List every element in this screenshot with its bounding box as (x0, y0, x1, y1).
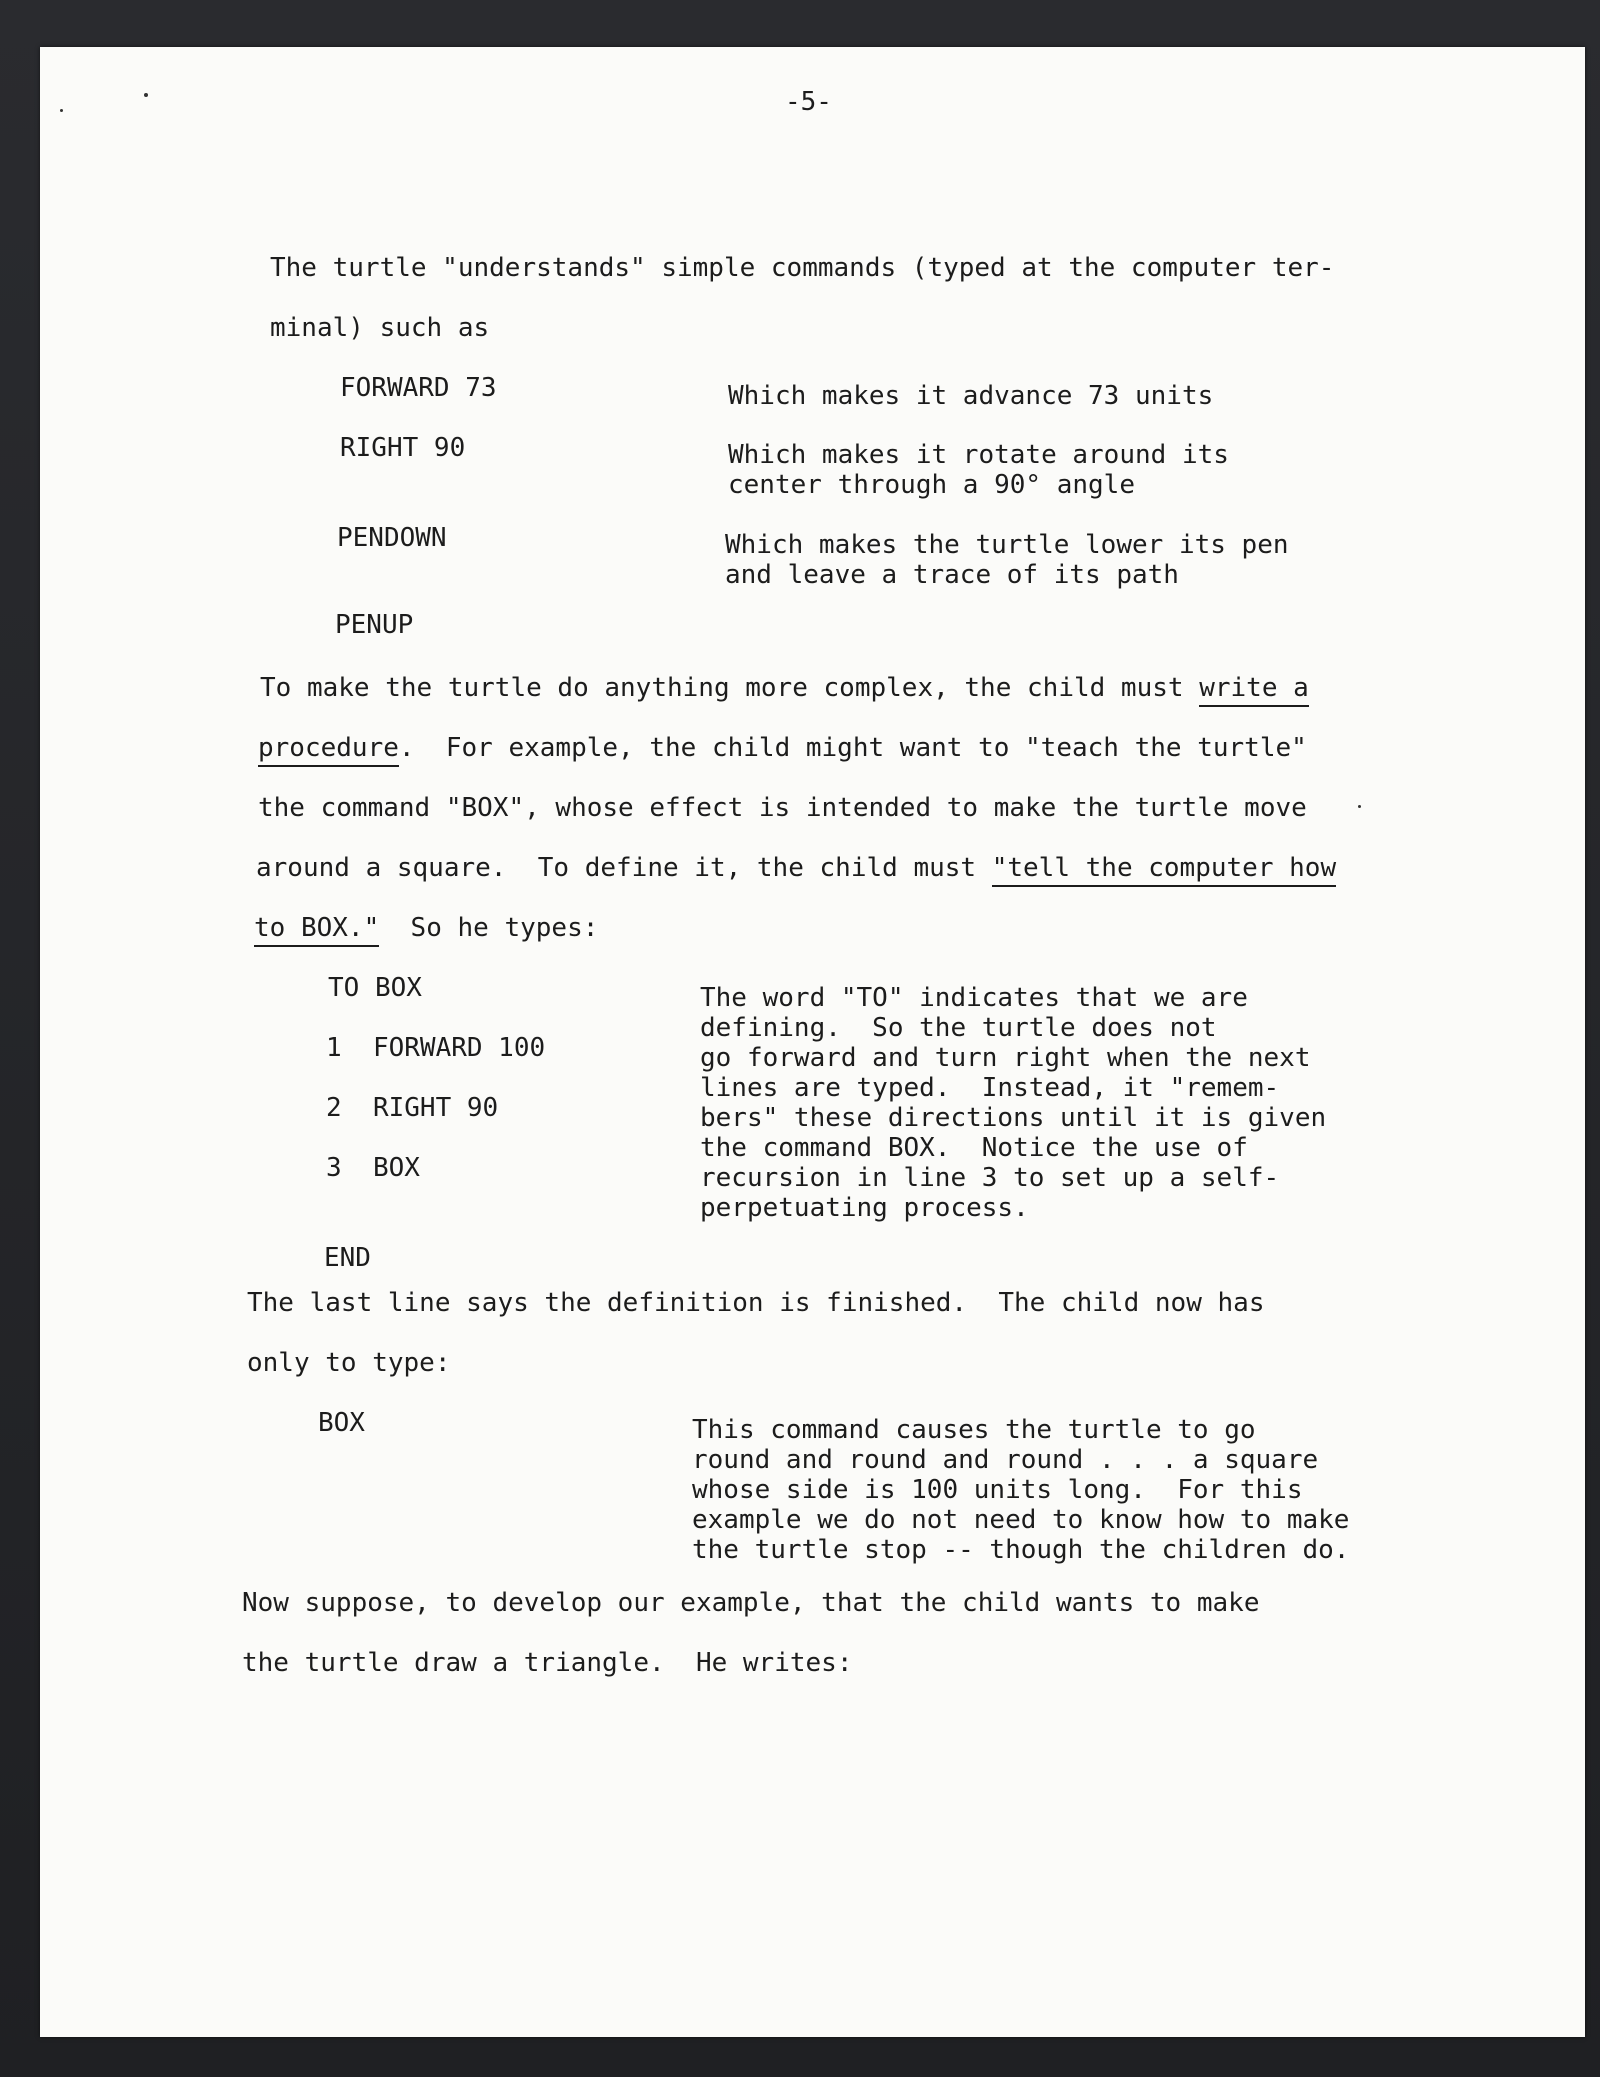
ink-speck (144, 93, 148, 97)
command-description: Which makes the turtle lower its pen and leave a trace of its path (725, 530, 1289, 590)
procedure-line: 3 BOX (326, 1153, 420, 1183)
paragraph-line: Now suppose, to develop our example, that the child wants to make (242, 1588, 1260, 1618)
text-run: So he types: (379, 913, 599, 943)
paragraph-line: The last line says the definition is finished. The child now has (247, 1288, 1265, 1318)
text-run: . For example, the child might want to "teach the turtle" (398, 733, 1307, 763)
text-run: To make the turtle do anything more complex, the child must (260, 673, 1200, 703)
paragraph-line: the turtle draw a triangle. He writes: (242, 1648, 853, 1678)
procedure-line: 1 FORWARD 100 (326, 1033, 546, 1063)
command-description: Which makes it rotate around its center through a 90° angle (728, 440, 1229, 500)
underlined-phrase: to BOX." (254, 913, 379, 947)
page-number: -5- (785, 87, 832, 117)
underlined-phrase: procedure (258, 733, 399, 767)
procedure-line: 2 RIGHT 90 (326, 1093, 499, 1123)
command-forward: FORWARD 73 (340, 373, 497, 403)
paragraph-line (260, 675, 1309, 701)
command-description: Which makes it advance 73 units (728, 381, 1214, 411)
procedure-line: TO BOX (328, 973, 422, 1003)
paragraph-line: the command "BOX", whose effect is intended to make the turtle move (258, 793, 1307, 823)
procedure-end: END (324, 1243, 371, 1273)
command-pendown: PENDOWN (337, 523, 447, 553)
procedure-description: The word "TO" indicates that we are defining. So the turtle does not go forward and turn right when the next lines are typed. Instead, it "remem- bers" these directions until it is given the command BOX. Notice the use of recursion in line 3 to set up a self- perpetuating process. (700, 983, 1327, 1223)
underlined-phrase: write a (1199, 673, 1309, 707)
command-right: RIGHT 90 (340, 433, 466, 463)
paragraph-line (256, 855, 1336, 881)
paragraph-line: minal) such as (270, 313, 490, 343)
document-page (40, 47, 1585, 2037)
ink-speck (1358, 805, 1361, 808)
underlined-phrase: "tell the computer how (992, 853, 1336, 887)
paragraph-line: The turtle "understands" simple commands (typed at the computer ter- (270, 253, 1335, 283)
command-box: BOX (318, 1408, 365, 1438)
command-penup: PENUP (335, 610, 414, 640)
text-run: around a square. To define it, the child must (256, 853, 992, 883)
paragraph-line (254, 915, 598, 941)
paragraph-line: only to type: (247, 1348, 451, 1378)
command-description: This command causes the turtle to go round and round and round . . . a square whose side is 100 units long. For this example we do not need to know how to make the turtle stop -- though the children do. (692, 1415, 1350, 1565)
ink-speck (60, 109, 63, 112)
paragraph-line (258, 735, 1307, 761)
